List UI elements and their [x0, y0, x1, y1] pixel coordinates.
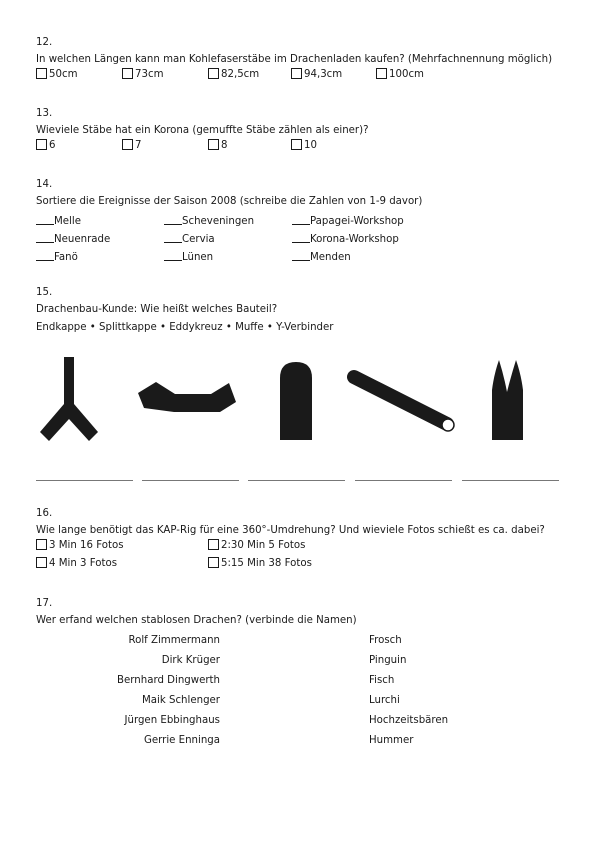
parts-illustration [36, 352, 566, 447]
kite-name[interactable]: Pinguin [369, 655, 407, 666]
option-3min-16fotos[interactable] [36, 539, 124, 553]
sort-item[interactable] [292, 214, 404, 228]
sort-label: Melle [54, 216, 81, 227]
number-blank[interactable] [36, 250, 54, 261]
kite-name[interactable]: Hummer [369, 735, 414, 746]
sort-item[interactable] [164, 232, 215, 246]
checkbox[interactable] [36, 139, 47, 150]
option-label: 6 [49, 140, 56, 151]
question-number: 16. [36, 508, 53, 519]
checkbox[interactable] [122, 68, 133, 79]
option-label: 10 [304, 140, 317, 151]
end-cap-icon [280, 362, 312, 440]
sort-item[interactable] [36, 214, 81, 228]
part-names: Endkappe • Splittkappe • Eddykreuz • Muffe • Y-Verbinder [36, 322, 334, 333]
number-blank[interactable] [164, 250, 182, 261]
option-label: 50cm [49, 69, 78, 80]
kite-name[interactable]: Frosch [369, 635, 402, 646]
sort-item[interactable] [36, 232, 110, 246]
option-73cm[interactable] [122, 68, 164, 82]
y-connector-icon [40, 357, 98, 441]
question-text: In welchen Längen kann man Kohlefaserstäbe im Drachenladen kaufen? (Mehrfachnennung möglich) [36, 54, 553, 65]
sort-label: Menden [310, 252, 351, 263]
question-12 [36, 36, 566, 86]
checkbox[interactable] [291, 139, 302, 150]
checkbox[interactable] [208, 68, 219, 79]
question-number: 17. [36, 598, 53, 609]
option-label: 4 Min 3 Fotos [49, 558, 118, 569]
question-number: 13. [36, 108, 53, 119]
option-label: 2:30 Min 5 Fotos [221, 540, 306, 551]
checkbox[interactable] [376, 68, 387, 79]
option-label: 3 Min 16 Fotos [49, 540, 124, 551]
option-94-3cm[interactable] [291, 68, 342, 82]
sort-label: Lünen [182, 252, 214, 263]
question-16 [36, 507, 566, 575]
number-blank[interactable] [292, 250, 310, 261]
sort-item[interactable] [164, 250, 213, 264]
option-4min-3fotos[interactable] [36, 557, 117, 571]
question-text: Sortiere die Ereignisse der Saison 2008 (schreibe die Zahlen von 1-9 davor) [36, 196, 423, 207]
sort-item[interactable] [36, 250, 78, 264]
person-name[interactable]: Dirk Krüger [161, 655, 220, 666]
answer-line[interactable] [142, 480, 239, 481]
checkbox[interactable] [208, 139, 219, 150]
checkbox[interactable] [36, 68, 47, 79]
sort-item[interactable] [292, 250, 351, 264]
number-blank[interactable] [36, 232, 54, 243]
option-5-15min-38fotos[interactable] [208, 557, 312, 571]
person-name[interactable]: Jürgen Ebbinghaus [124, 715, 220, 726]
question-13 [36, 107, 566, 157]
checkbox[interactable] [291, 68, 302, 79]
checkbox[interactable] [36, 539, 47, 550]
sort-label: Cervia [182, 234, 215, 245]
option-82-5cm[interactable] [208, 68, 259, 82]
number-blank[interactable] [36, 214, 54, 225]
number-blank[interactable] [292, 232, 310, 243]
number-blank[interactable] [292, 214, 310, 225]
option-label: 7 [135, 140, 142, 151]
answer-line[interactable] [248, 480, 345, 481]
answer-line[interactable] [462, 480, 559, 481]
sort-label: Papagei-Workshop [310, 216, 404, 227]
kite-name[interactable]: Fisch [369, 675, 395, 686]
person-name[interactable]: Rolf Zimmermann [128, 635, 220, 646]
sort-item[interactable] [164, 214, 254, 228]
question-number: 15. [36, 287, 53, 298]
person-name[interactable]: Maik Schlenger [141, 695, 220, 706]
sleeve-icon [354, 377, 454, 431]
sort-label: Korona-Workshop [310, 234, 399, 245]
answer-line[interactable] [36, 480, 133, 481]
checkbox[interactable] [36, 557, 47, 568]
option-10[interactable] [291, 139, 317, 153]
option-grid [36, 539, 566, 575]
checkbox[interactable] [122, 139, 133, 150]
option-label: 94,3cm [304, 69, 343, 80]
checkbox[interactable] [208, 539, 219, 550]
option-7[interactable] [122, 139, 141, 153]
question-text: Drachenbau-Kunde: Wie heißt welches Bauteil? [36, 304, 278, 315]
sort-label: Neuenrade [54, 234, 111, 245]
option-100cm[interactable] [376, 68, 424, 82]
sort-item[interactable] [292, 232, 399, 246]
question-text: Wer erfand welchen stablosen Drachen? (verbinde die Namen) [36, 615, 357, 626]
question-14 [36, 178, 566, 208]
question-text: Wieviele Stäbe hat ein Korona (gemuffte Stäbe zählen als einer)? [36, 125, 369, 136]
option-2-30min-5fotos[interactable] [208, 539, 305, 553]
person-name[interactable]: Gerrie Enninga [143, 735, 220, 746]
option-6[interactable] [36, 139, 55, 153]
answer-line[interactable] [355, 480, 452, 481]
option-label: 5:15 Min 38 Fotos [221, 558, 312, 569]
kite-name[interactable]: Hochzeitsbären [369, 715, 449, 726]
question-text: Wie lange benötigt das KAP-Rig für eine 360°-Umdrehung? Und wieviele Fotos schießt es ca. dabei? [36, 525, 545, 536]
option-row [36, 139, 566, 157]
split-cap-icon [492, 360, 523, 440]
option-row [36, 68, 566, 86]
question-17 [36, 597, 566, 627]
question-number: 12. [36, 37, 53, 48]
option-label: 8 [221, 140, 228, 151]
sort-label: Scheveningen [182, 216, 255, 227]
option-label: 82,5cm [221, 69, 260, 80]
option-label: 73cm [135, 69, 164, 80]
checkbox[interactable] [208, 557, 219, 568]
question-15 [36, 286, 566, 334]
option-8[interactable] [208, 139, 227, 153]
number-blank[interactable] [164, 232, 182, 243]
option-50cm[interactable] [36, 68, 78, 82]
eddy-cross-icon [138, 382, 236, 412]
kite-name[interactable]: Lurchi [369, 695, 400, 706]
option-label: 100cm [389, 69, 424, 80]
person-name[interactable]: Bernhard Dingwerth [117, 675, 220, 686]
number-blank[interactable] [164, 214, 182, 225]
question-number: 14. [36, 179, 53, 190]
sort-label: Fanö [54, 252, 78, 263]
